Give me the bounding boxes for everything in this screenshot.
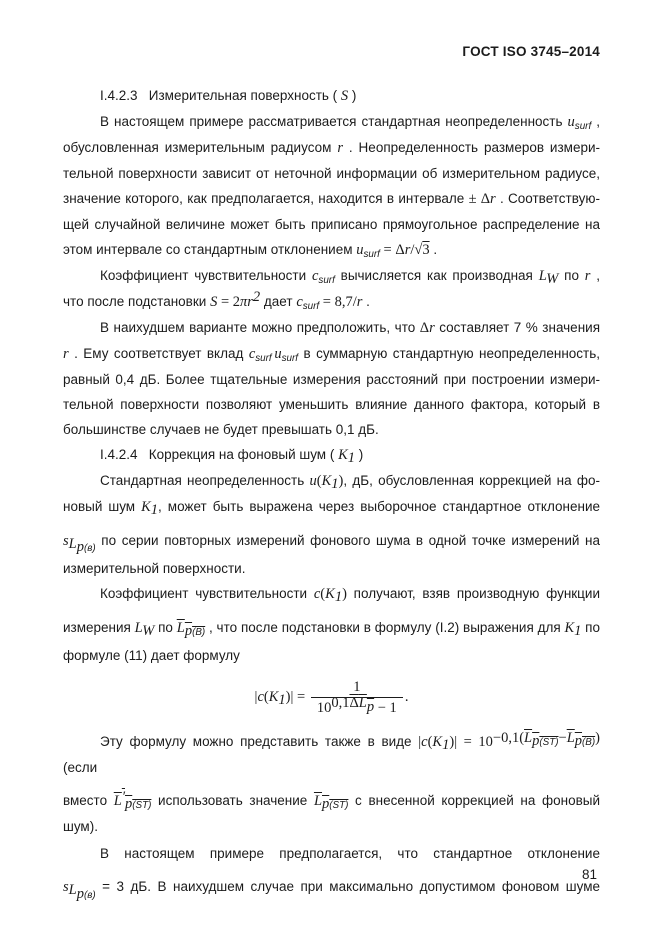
math-run: )	[285, 689, 291, 706]
math-run: )	[449, 734, 455, 751]
text-run: дает	[260, 294, 297, 309]
math-run: 2	[252, 289, 261, 306]
math-run: (	[263, 689, 269, 706]
math-run: 1	[331, 476, 339, 493]
text-run: Эту формулу можно представить также в виде	[100, 734, 419, 750]
math-run: $K_1$	[321, 473, 339, 493]
math-run: p	[366, 698, 375, 715]
math-run: $c_{surf}$	[296, 294, 320, 313]
text-run: (в)	[83, 889, 96, 901]
text-line	[63, 729, 600, 780]
math-overline-run	[349, 695, 375, 715]
math-run: (	[427, 734, 433, 751]
text-run: получают, взяв производную функции	[346, 586, 600, 601]
text-line	[63, 135, 600, 161]
math-run: |	[418, 734, 422, 751]
text-run: формуле (11) дает формулу	[63, 648, 240, 663]
text-run: по	[581, 620, 601, 635]
math-run: $L_{p(ST)}$	[313, 793, 349, 813]
text-line	[63, 788, 600, 839]
math-run: = Δ	[379, 242, 405, 258]
math-run: $L'_{p(ST)}$	[113, 788, 152, 813]
math-run: |	[254, 689, 258, 706]
section-heading	[63, 83, 600, 109]
text-run: )	[355, 447, 364, 462]
text-run: Стандартная неопределенность	[100, 473, 310, 488]
math-run: p	[125, 796, 133, 813]
subscript	[282, 353, 298, 364]
display-formula	[63, 678, 600, 717]
math-run: ± Δ	[468, 191, 491, 207]
math-run: $K_1$	[432, 734, 450, 754]
math-run: p	[322, 796, 330, 813]
subscript	[331, 476, 339, 493]
text-run: surf	[255, 353, 272, 365]
text-line	[63, 556, 600, 581]
text-run: surf	[574, 121, 592, 133]
text-run: ,	[591, 114, 600, 129]
text-run: в суммарную стандартную неопределенность,	[298, 346, 601, 361]
math-run: $u_{surf}$	[356, 242, 380, 261]
text-line	[63, 643, 600, 668]
math-run: )	[595, 729, 600, 746]
page-body	[63, 83, 600, 900]
math-run: p	[184, 623, 193, 640]
text-run: тельной поверхности зависит от неточной информации об измерительном радиусе,	[63, 166, 600, 181]
math-run: W	[142, 623, 155, 640]
math-run: $u_{surf}$	[274, 346, 299, 365]
math-run: 1	[353, 679, 361, 695]
math-run: $K_1$	[564, 620, 582, 640]
text-run: новый шум	[63, 499, 142, 514]
math-run: $K_1$	[338, 447, 356, 467]
text-run: что после подстановки	[63, 294, 211, 309]
text-run: (B)	[582, 736, 596, 748]
math-run: S	[210, 294, 218, 310]
text-run: использовать значение	[151, 793, 314, 809]
subscript	[334, 589, 343, 606]
math-overline-run	[313, 793, 349, 813]
text-line	[63, 315, 600, 341]
math-run: r	[337, 140, 343, 156]
text-line	[63, 367, 600, 392]
text-line	[63, 161, 600, 186]
math-run: π	[240, 294, 248, 310]
math-run: $c_{surf}$	[311, 268, 335, 287]
text-run: surf	[281, 353, 299, 365]
math-run: u	[309, 473, 317, 489]
text-run: , может быть выражена через выборочное стандартное отклонение	[158, 499, 600, 514]
page-number: 81	[581, 867, 597, 882]
text-run: В настоящем примере рассматривается стандартная неопределенность	[100, 114, 568, 129]
text-run: (ST)	[539, 736, 559, 748]
text-line	[63, 109, 600, 135]
text-run: ,	[590, 268, 600, 283]
text-line	[63, 874, 600, 900]
subscript	[150, 502, 159, 519]
subscript	[366, 698, 375, 715]
math-run: Lp(в)	[68, 882, 96, 902]
text-line	[63, 263, 600, 289]
math-run: $L_W$	[134, 620, 155, 640]
math-run: (	[316, 473, 322, 489]
math-run: r	[63, 346, 69, 362]
text-line	[63, 417, 600, 442]
math-run: $r^2$	[247, 289, 261, 310]
text-line	[63, 212, 600, 237]
math-run: c	[257, 689, 264, 706]
text-run: (B)	[192, 627, 206, 639]
math-run: ′	[121, 788, 125, 805]
math-run: W	[546, 271, 559, 288]
text-line	[63, 615, 600, 641]
math-run: $L_{p(ST)}$	[524, 729, 559, 749]
math-run: r	[404, 242, 411, 258]
text-run: по серии повторных измерений фонового шума в одной точке измерений на	[95, 533, 600, 548]
math-run: r	[584, 268, 591, 284]
text-run: . Соответствую-	[495, 191, 600, 206]
text-run: surf	[318, 275, 335, 287]
math-run: /	[410, 242, 415, 258]
text-run: В наихудшем варианте можно предположить, что	[100, 320, 420, 335]
math-run: $L_W$	[538, 268, 559, 288]
text-line	[63, 289, 600, 315]
text-line	[63, 494, 600, 520]
text-run: )	[348, 88, 357, 103]
subscript	[125, 796, 152, 813]
math-run: Δ	[349, 695, 359, 712]
math-run: 0,1	[331, 695, 350, 712]
math-run: $L_{p(B)}$	[176, 620, 206, 640]
math-run: (	[320, 586, 326, 602]
math-run: $K_1$	[325, 586, 343, 606]
math-run: $K_1$	[141, 499, 159, 519]
text-run: (в)	[83, 543, 96, 555]
text-run: (если	[63, 760, 98, 776]
text-run: с внесенной коррекцией на фоновый шум).	[63, 793, 600, 835]
text-run: по	[154, 620, 177, 635]
text-run: равный 0,4 дБ. Более тщательные измерения расстояний при построении измери-	[63, 372, 600, 387]
text-run: (ST)	[132, 800, 152, 812]
math-run: √	[414, 242, 423, 258]
math-run: r	[429, 320, 435, 336]
text-line	[63, 237, 600, 263]
subscript	[318, 275, 334, 286]
text-run: surf	[363, 249, 380, 261]
text-run: значение которого, как предполагается, находится в интервале	[63, 191, 469, 206]
text-run: измерения	[63, 620, 135, 635]
math-run: 1	[150, 502, 159, 519]
math-overline-run	[113, 788, 152, 813]
text-run: тельной поверхности позволяют уменьшить влияние данного фактора, который в	[63, 397, 600, 412]
subscript	[442, 737, 450, 754]
subscript	[364, 249, 380, 260]
math-run: | = $10^{-0,1(L_{p(ST)}-L_{p(B)})}$	[454, 729, 600, 751]
math-run: $K_1$	[268, 689, 286, 709]
text-run: вычисляется как производная	[334, 268, 539, 283]
math-run: r	[356, 294, 363, 310]
math-run: /	[352, 294, 357, 310]
text-run: I.4.2.3 Измерительная поверхность (	[100, 88, 341, 103]
text-run: вместо	[63, 793, 114, 809]
math-run: 1	[334, 589, 343, 606]
text-line	[63, 528, 600, 554]
math-run: p	[76, 885, 84, 902]
math-run: p	[76, 539, 84, 556]
math-run: −	[558, 729, 567, 746]
text-run: .	[429, 242, 438, 257]
math-run: p	[532, 732, 540, 749]
text-run: = 3 дБ. В наихудшем случае при максимально допустимом фоновом шуме	[95, 879, 600, 895]
subscript	[303, 301, 319, 312]
math-run: 1	[442, 737, 450, 754]
math-run: S	[340, 88, 349, 104]
math-run: )	[338, 473, 344, 489]
text-run: (ST)	[329, 800, 349, 812]
text-run: surf	[302, 301, 320, 313]
text-run: этом интервале со стандартным отклонением	[63, 242, 357, 257]
document-header: ГОСТ ISO 3745–2014	[462, 44, 600, 59]
text-run: большинстве случаев не будет превышать 0,1 дБ.	[63, 422, 379, 437]
math-overline-run	[176, 620, 206, 640]
text-line	[63, 468, 600, 494]
math-overline-run: 3	[422, 242, 430, 258]
text-run: Коэффициент чувствительности	[100, 586, 314, 601]
subscript	[347, 450, 356, 467]
subscript	[575, 121, 591, 132]
math-run: c	[421, 734, 428, 751]
math-run: − 1	[374, 700, 397, 717]
math-run: )	[342, 586, 347, 602]
math-run: | =	[290, 689, 309, 706]
subscript	[255, 353, 271, 364]
math-run: $u_{surf}$	[567, 114, 592, 133]
math-run: 1	[574, 623, 582, 640]
math-run: $10^{0,1\Delta L_p}$	[316, 695, 375, 717]
math-run: p	[574, 732, 583, 749]
math-run: $c_{surf}$	[248, 346, 272, 365]
math-overline-run	[566, 729, 596, 749]
math-run: Δ	[419, 320, 430, 336]
math-run: −0,1(	[492, 729, 525, 746]
text-run: по	[558, 268, 585, 283]
text-line	[63, 186, 600, 212]
section-heading	[63, 442, 600, 468]
math-run: $L_{p(B)}$	[566, 729, 596, 749]
math-run: 1	[278, 692, 286, 709]
math-run: $s_{L_{p(в)}}$	[63, 533, 96, 556]
text-run: составляет 7 % значения	[434, 320, 600, 335]
subscript	[278, 692, 286, 709]
math-run: = 8,7	[319, 294, 353, 310]
math-overline-run	[524, 729, 559, 749]
math-run: = 2	[217, 294, 240, 310]
text-run: . Ему соответствует вклад	[68, 346, 249, 361]
math-run: $s_{L_{p(в)}}$	[63, 879, 96, 902]
text-run: , дБ, обусловленная коррекцией на фо-	[343, 473, 600, 488]
text-line	[63, 581, 600, 607]
math-run: 1	[347, 450, 356, 467]
fraction	[311, 678, 403, 717]
text-line	[63, 392, 600, 417]
math-run: c	[313, 586, 321, 602]
math-run: $L_p$	[358, 695, 375, 715]
text-run: . Неопределенность размеров измери-	[342, 140, 600, 155]
math-run: Lp(в)	[68, 536, 96, 556]
text-run: I.4.2.4 Коррекция на фоновый шум (	[100, 447, 339, 462]
subscript	[574, 623, 582, 640]
text-run: , что после подстановки в формулу (I.2) выражения для	[205, 620, 565, 635]
text-run: .	[362, 294, 370, 309]
text-run: обусловленная измерительным радиусом	[63, 140, 338, 155]
text-run: щей случайной величине может быть приписано прямоугольное распределение на	[63, 217, 600, 232]
math-run: r	[490, 191, 496, 207]
text-run: измерительной поверхности.	[63, 561, 246, 576]
text-line	[63, 841, 600, 866]
fraction-denominator	[311, 695, 403, 717]
text-run: В настоящем примере предполагается, что стандартное отклонение	[100, 846, 600, 862]
math-run: .	[404, 689, 409, 706]
text-run: Коэффициент чувствительности	[100, 268, 312, 283]
text-line	[63, 341, 600, 367]
